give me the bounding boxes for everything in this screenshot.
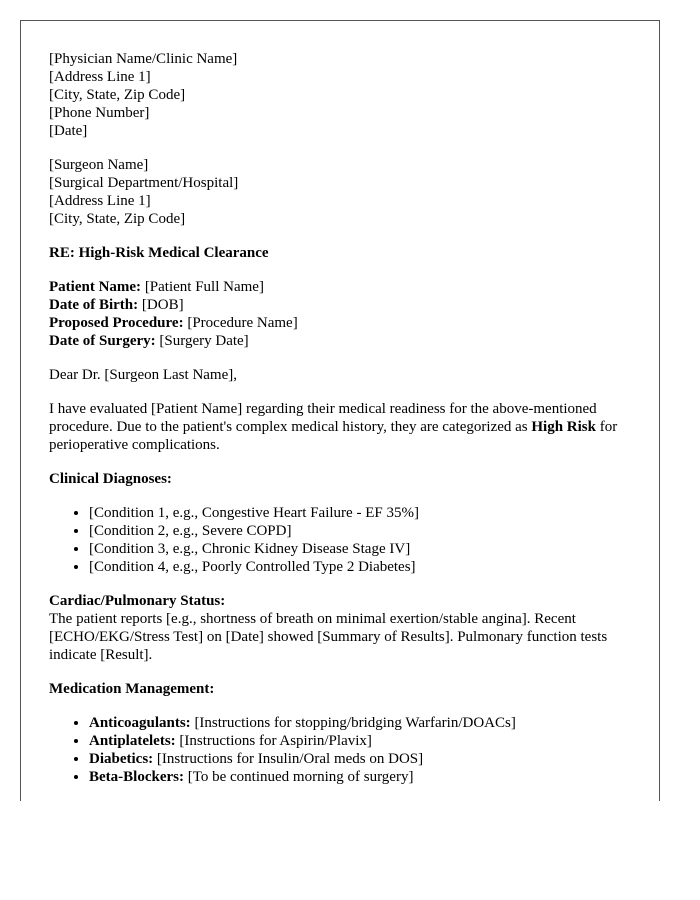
salutation: Dear Dr. [Surgeon Last Name], [49, 367, 237, 383]
medication-instruction: [To be continued morning of surgery] [183, 769, 414, 785]
medication-list [49, 714, 631, 786]
medication-label: Diabetics: [89, 751, 154, 767]
list-item [89, 768, 631, 786]
recipient-department: [Surgical Department/Hospital] [49, 175, 239, 191]
surgery-date-label: Date of Surgery: [49, 333, 156, 349]
recipient-name: [Surgeon Name] [49, 157, 149, 173]
intro-paragraph [49, 400, 631, 454]
list-item [89, 732, 631, 750]
patient-name-label: Patient Name: [49, 279, 142, 295]
intro-text-end: for perioperative complications. [49, 419, 618, 453]
list-item [89, 714, 631, 732]
patient-info-block [49, 278, 631, 350]
medication-instruction: [Instructions for Aspirin/Plavix] [175, 733, 372, 749]
list-item: • [Condition 4, e.g., Poorly Controlled Type 2 Diabetes] [89, 558, 631, 576]
medication-label: Anticoagulants: [89, 715, 191, 731]
procedure-label: Proposed Procedure: [49, 315, 184, 331]
patient-name-row [49, 278, 631, 296]
letter-date: [Date] [49, 123, 88, 139]
patient-dob-value: [DOB] [138, 297, 184, 313]
cardio-pulmonary-text: The patient reports [e.g., shortness of breath on minimal exertion/stable angina]. Recent [ECHO/EKG/Stress Test] on [Date] showed [Summary of Results]. Pulmonary function tests indicate [Result]. [49, 611, 608, 663]
recipient-address-line: [Address Line 1] [49, 193, 151, 209]
recipient-city-state-zip: [City, State, Zip Code] [49, 211, 186, 227]
patient-name-value: [Patient Full Name] [141, 279, 264, 295]
medication-label: Antiplatelets: [89, 733, 176, 749]
intro-text: I have evaluated [Patient Name] regarding their medical readiness for the above-mentioned procedure. Due to the patient's complex medical history, they are categorized as [49, 401, 597, 435]
list-item: • [Condition 1, e.g., Congestive Heart Failure - EF 35%] [89, 504, 631, 522]
procedure-row [49, 314, 631, 332]
medication-label: Beta-Blockers: [89, 769, 184, 785]
sender-city-state-zip: [City, State, Zip Code] [49, 87, 186, 103]
diagnoses-heading: Clinical Diagnoses: [49, 471, 172, 487]
list-item: • [Condition 3, e.g., Chronic Kidney Disease Stage IV] [89, 540, 631, 558]
surgery-date-row [49, 332, 631, 350]
risk-level: High Risk [531, 419, 596, 435]
sender-phone: [Phone Number] [49, 105, 150, 121]
surgery-date-value: [Surgery Date] [155, 333, 249, 349]
medication-instruction: [Instructions for Insulin/Oral meds on DOS] [153, 751, 424, 767]
patient-dob-row [49, 296, 631, 314]
medication-heading: Medication Management: [49, 681, 215, 697]
cardio-pulmonary-heading: Cardiac/Pulmonary Status: [49, 593, 226, 609]
patient-dob-label: Date of Birth: [49, 297, 139, 313]
list-item [89, 750, 631, 768]
letter-page [20, 20, 660, 801]
medication-instruction: [Instructions for stopping/bridging Warfarin/DOACs] [190, 715, 516, 731]
sender-address-line: [Address Line 1] [49, 69, 151, 85]
procedure-value: [Procedure Name] [183, 315, 298, 331]
diagnoses-list [49, 504, 631, 576]
recipient-address-block [49, 156, 631, 228]
subject-line: RE: High-Risk Medical Clearance [49, 245, 269, 261]
sender-clinic: [Physician Name/Clinic Name] [49, 51, 238, 67]
list-item: • [Condition 2, e.g., Severe COPD] [89, 522, 631, 540]
sender-address-block [49, 50, 631, 140]
